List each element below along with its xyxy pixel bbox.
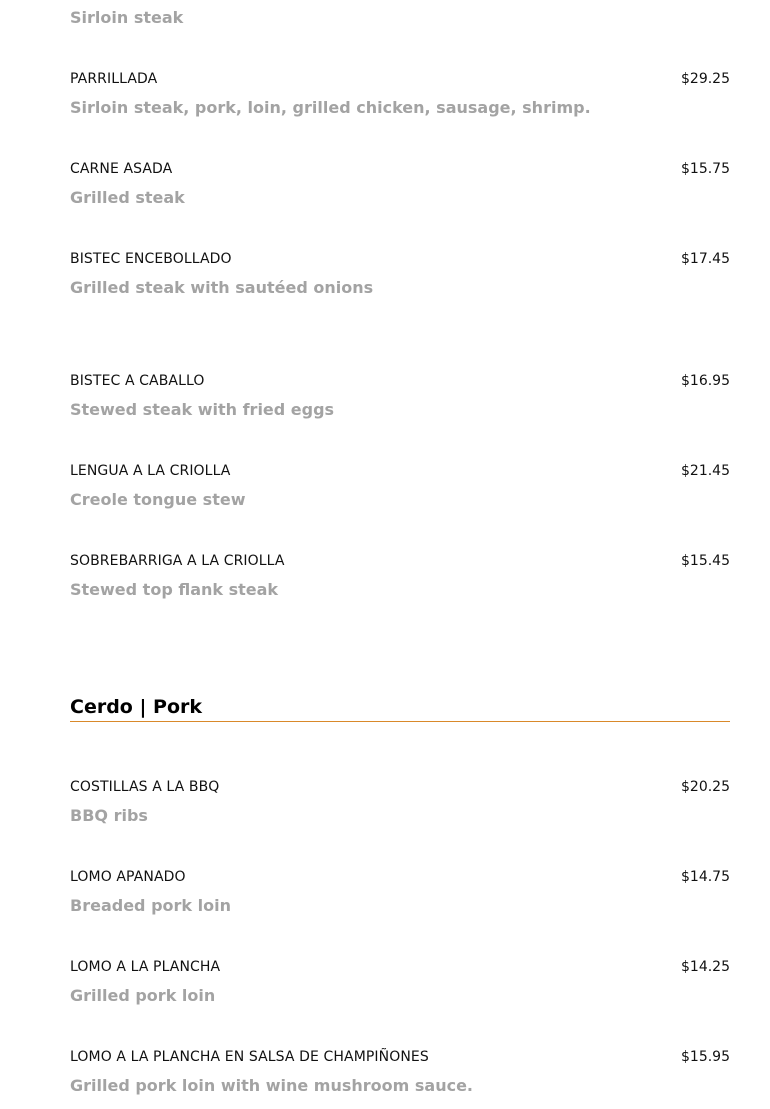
item-name: LENGUA A LA CRIOLLA bbox=[70, 463, 231, 479]
item-price: $17.45 bbox=[681, 251, 730, 267]
item-price: $15.45 bbox=[681, 553, 730, 569]
item-description: Creole tongue stew bbox=[70, 490, 246, 509]
item-price: $29.25 bbox=[681, 71, 730, 87]
item-price: $14.75 bbox=[681, 869, 730, 885]
item-price: $15.95 bbox=[681, 1049, 730, 1065]
item-description: Grilled pork loin with wine mushroom sauce. bbox=[70, 1076, 473, 1095]
item-name: BISTEC ENCEBOLLADO bbox=[70, 251, 232, 267]
section-divider bbox=[70, 721, 730, 722]
item-name: PARRILLADA bbox=[70, 71, 158, 87]
item-price: $16.95 bbox=[681, 373, 730, 389]
item-name: SOBREBARRIGA A LA CRIOLLA bbox=[70, 553, 285, 569]
item-description: Sirloin steak, pork, loin, grilled chicken, sausage, shrimp. bbox=[70, 98, 591, 117]
item-description: Grilled steak with sautéed onions bbox=[70, 278, 374, 297]
item-price: $20.25 bbox=[681, 779, 730, 795]
item-description: Grilled pork loin bbox=[70, 986, 216, 1005]
item-price: $14.25 bbox=[681, 959, 730, 975]
item-price: $21.45 bbox=[681, 463, 730, 479]
item-description: Stewed top flank steak bbox=[70, 580, 279, 599]
item-description: Breaded pork loin bbox=[70, 896, 231, 915]
item-name: LOMO APANADO bbox=[70, 869, 186, 885]
item-name: BISTEC A CABALLO bbox=[70, 373, 205, 389]
item-description: Stewed steak with fried eggs bbox=[70, 400, 335, 419]
item-description: Grilled steak bbox=[70, 188, 185, 207]
item-price: $15.75 bbox=[681, 161, 730, 177]
item-description: Sirloin steak bbox=[70, 8, 184, 27]
item-name: CARNE ASADA bbox=[70, 161, 173, 177]
item-name: COSTILLAS A LA BBQ bbox=[70, 779, 220, 795]
section-title: Cerdo | Pork bbox=[70, 696, 203, 718]
item-description: BBQ ribs bbox=[70, 806, 148, 825]
item-name: LOMO A LA PLANCHA bbox=[70, 959, 221, 975]
item-name: LOMO A LA PLANCHA EN SALSA DE CHAMPIÑONES bbox=[70, 1049, 429, 1065]
